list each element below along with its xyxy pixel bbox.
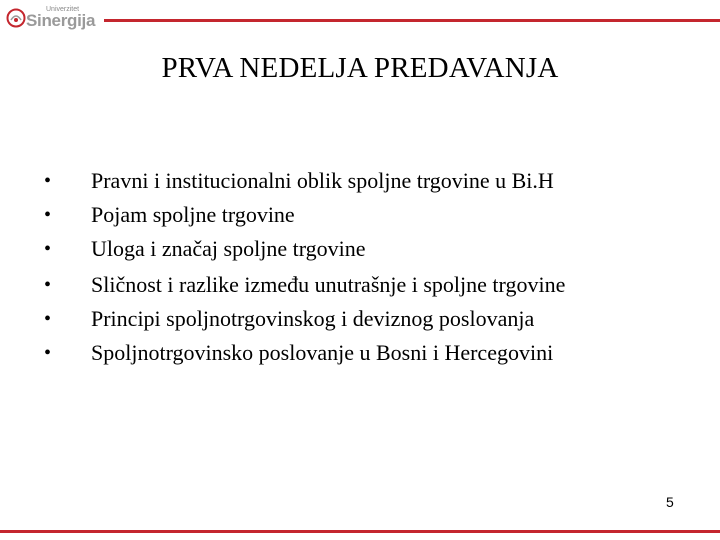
bullet-icon: • xyxy=(44,308,52,330)
list-item xyxy=(0,302,720,336)
logo-brand: Sinergija xyxy=(26,11,96,30)
bottom-divider xyxy=(0,530,720,533)
list-item xyxy=(0,198,720,232)
list-item xyxy=(0,336,720,370)
slide-title: PRVA NEDELJA PREDAVANJA xyxy=(161,52,559,84)
bullet-icon: • xyxy=(44,170,52,192)
page-number: 5 xyxy=(666,494,674,510)
bullet-text: Principi spoljnotrgovinskog i deviznog poslovanja xyxy=(91,306,535,331)
bullet-text: Pravni i institucionalni oblik spoljne trgovine u Bi.H xyxy=(91,168,554,193)
list-item xyxy=(0,268,720,302)
university-logo xyxy=(6,4,96,34)
bullet-icon: • xyxy=(44,274,52,296)
logo-subtitle: Univerzitet xyxy=(46,6,80,13)
bullet-icon: • xyxy=(44,342,52,364)
bullet-text: Spoljnotrgovinsko poslovanje u Bosni i Hercegovini xyxy=(91,340,554,365)
bullet-icon: • xyxy=(44,238,52,260)
bullet-text: Uloga i značaj spoljne trgovine xyxy=(91,236,366,261)
list-item xyxy=(0,232,720,266)
university-emblem-icon xyxy=(6,8,26,28)
bullet-text: Pojam spoljne trgovine xyxy=(91,202,295,227)
bullet-icon: • xyxy=(44,204,52,226)
top-divider xyxy=(104,19,720,22)
bullet-text: Sličnost i razlike između unutrašnje i spoljne trgovine xyxy=(91,272,566,297)
list-item xyxy=(0,164,720,198)
